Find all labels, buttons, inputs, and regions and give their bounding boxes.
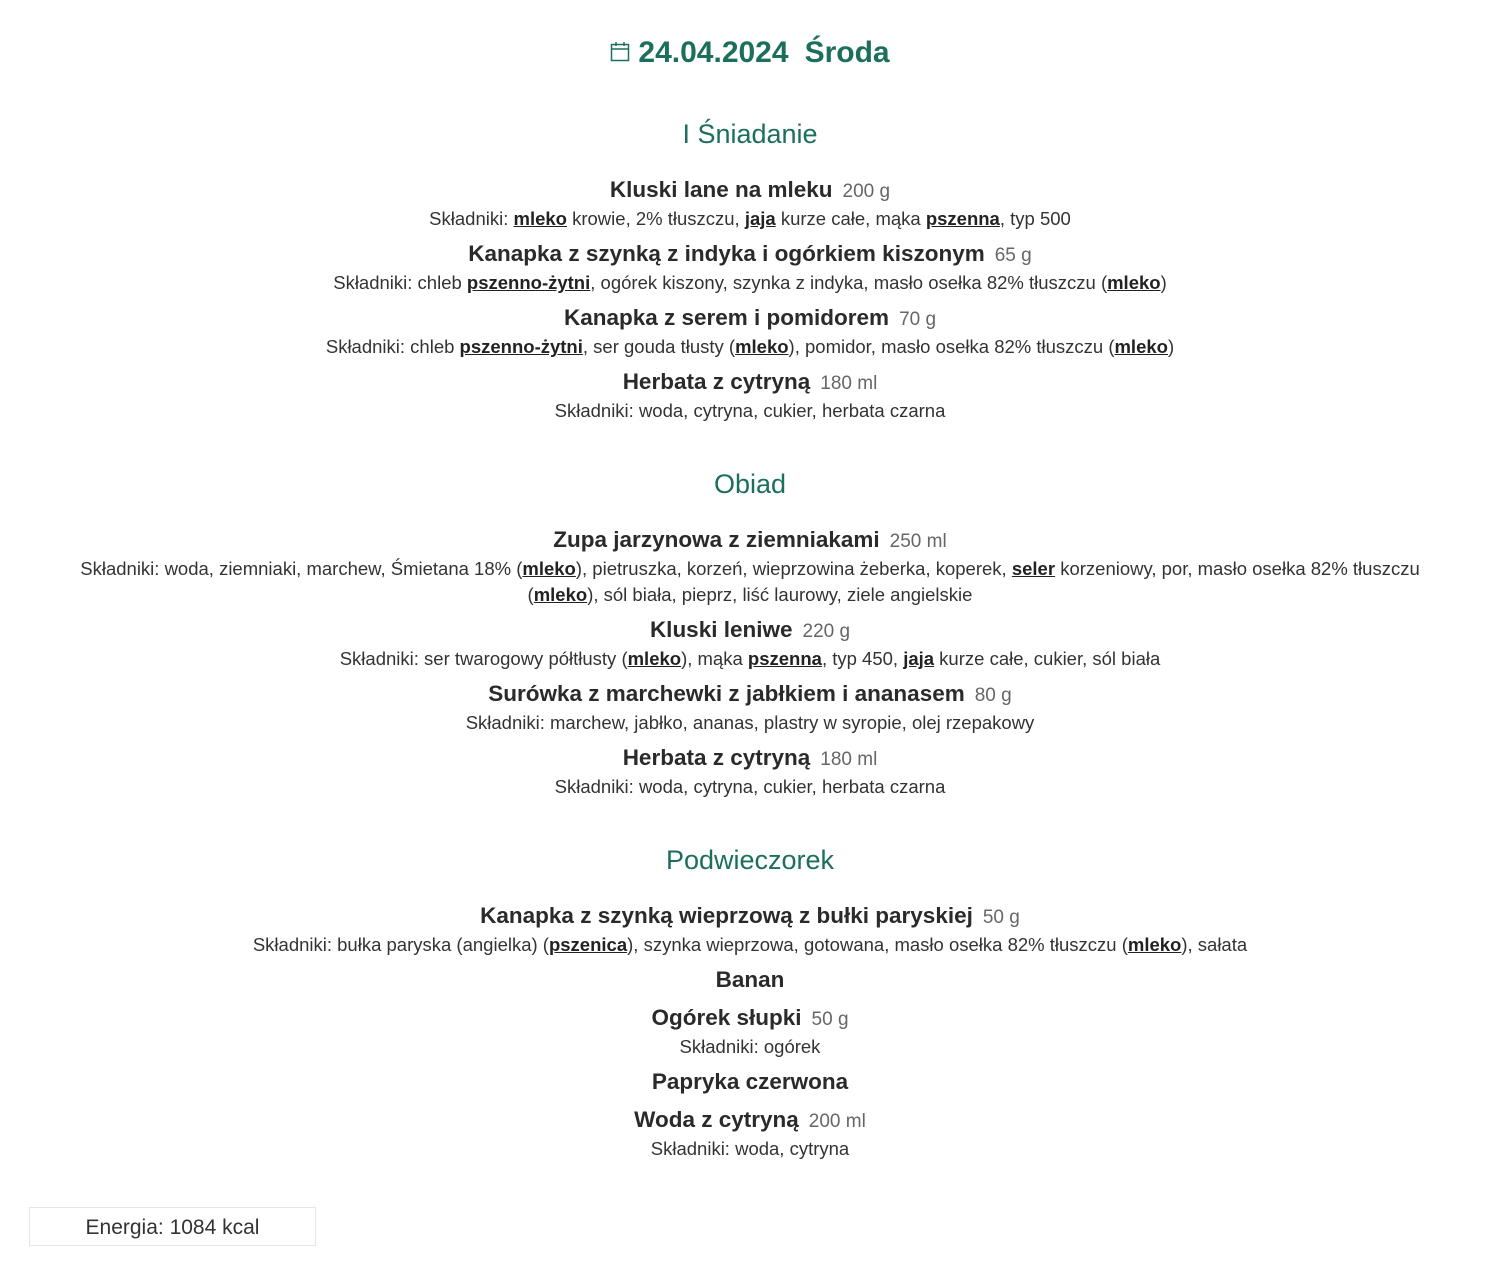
- ingredient-text: Składniki:: [429, 208, 514, 229]
- dish-item: [55, 964, 1445, 996]
- allergen-ingredient: seler: [1011, 558, 1056, 579]
- dish-ingredients: [55, 1136, 1445, 1162]
- dish-ingredients: [55, 774, 1445, 800]
- dish-ingredients: [55, 556, 1445, 608]
- dish-ingredients: [55, 334, 1445, 360]
- allergen-ingredient: mleko: [627, 648, 682, 669]
- ingredient-text: ), mąka: [681, 648, 748, 669]
- ingredient-text: Składniki: woda, cytryna, cukier, herbata czarna: [554, 776, 946, 797]
- dish-quantity: 65 g: [994, 245, 1032, 266]
- dish-quantity: 200 ml: [808, 1111, 866, 1132]
- ingredient-text: kurze całe, mąka: [775, 208, 926, 229]
- dish-item: [55, 1002, 1445, 1060]
- ingredient-text: Składniki: woda, cytryna: [650, 1138, 850, 1159]
- ingredient-text: korzeniowy, por, masło osełka 82% tłuszczu (: [527, 558, 1420, 605]
- meal-section: [55, 464, 1445, 800]
- ingredient-text: Składniki: chleb: [325, 336, 460, 357]
- meal-section-title: Obiad: [713, 469, 787, 499]
- dish-header: [55, 1104, 1445, 1136]
- dish-item: [55, 524, 1445, 608]
- ingredient-text: Składniki: chleb: [333, 272, 467, 293]
- dish-header: [55, 174, 1445, 206]
- dish-name: Herbata z cytryną: [622, 369, 811, 394]
- allergen-ingredient: mleko: [1127, 934, 1182, 955]
- dish-quantity: 70 g: [899, 309, 937, 330]
- dish-item: [55, 238, 1445, 296]
- dish-item: [55, 900, 1445, 958]
- dish-name: Kanapka z szynką wieprzową z bułki paryskiej: [480, 903, 973, 928]
- dish-header: [55, 678, 1445, 710]
- meal-section-title: I Śniadanie: [682, 119, 818, 149]
- dish-name: Ogórek słupki: [651, 1005, 802, 1030]
- meal-section: [55, 114, 1445, 424]
- dish-name: Kluski leniwe: [649, 617, 793, 642]
- dish-name: Kluski lane na mleku: [609, 177, 833, 202]
- dish-ingredients: [55, 206, 1445, 232]
- dish-quantity: 200 g: [842, 181, 891, 202]
- dish-quantity: 180 ml: [820, 373, 878, 394]
- ingredient-text: Składniki: ogórek: [679, 1036, 821, 1057]
- ingredient-text: ): [1167, 336, 1175, 357]
- dish-ingredients: [55, 710, 1445, 736]
- ingredient-text: ): [1160, 272, 1167, 293]
- allergen-ingredient: jaja: [903, 648, 935, 669]
- dish-ingredients: [55, 646, 1445, 672]
- allergen-ingredient: jaja: [744, 208, 776, 229]
- dish-ingredients: [55, 932, 1445, 958]
- allergen-ingredient: pszenna: [747, 648, 822, 669]
- ingredient-text: , typ 450,: [821, 648, 904, 669]
- dish-item: [55, 1104, 1445, 1162]
- menu-date: 24.04.2024: [638, 36, 789, 69]
- ingredient-text: Składniki: ser twarogowy półtłusty (: [339, 648, 628, 669]
- ingredient-text: krowie, 2% tłuszczu,: [566, 208, 745, 229]
- dish-header: [55, 614, 1445, 646]
- allergen-ingredient: mleko: [513, 208, 567, 229]
- dish-item: [55, 302, 1445, 360]
- dish-item: [55, 678, 1445, 736]
- dish-header: [55, 302, 1445, 334]
- ingredient-text: , ogórek kiszony, szynka z indyka, masło osełka 82% tłuszczu (: [590, 272, 1108, 293]
- dish-name: Zupa jarzynowa z ziemniakami: [553, 527, 880, 552]
- menu-date-header: [0, 36, 1500, 70]
- dish-quantity: 220 g: [802, 621, 851, 642]
- allergen-ingredient: pszenna: [925, 208, 1000, 229]
- dish-header: [55, 366, 1445, 398]
- dish-header: [55, 238, 1445, 270]
- allergen-ingredient: mleko: [533, 584, 588, 605]
- meal-section-title: Podwieczorek: [665, 845, 835, 875]
- ingredient-text: , ser gouda tłusty (: [582, 336, 736, 357]
- dish-name: Herbata z cytryną: [622, 745, 811, 770]
- dish-ingredients: [55, 398, 1445, 424]
- dish-header: [55, 1066, 1445, 1098]
- dish-name: Kanapka z szynką z indyka i ogórkiem kiszonym: [468, 241, 985, 266]
- dish-quantity: 250 ml: [889, 531, 947, 552]
- dish-header: [55, 524, 1445, 556]
- allergen-ingredient: pszenica: [548, 934, 628, 955]
- dish-ingredients: [55, 270, 1445, 296]
- dish-header: [55, 900, 1445, 932]
- meal-menu: [55, 114, 1445, 1202]
- dish-name: Papryka czerwona: [651, 1069, 849, 1094]
- ingredient-text: Składniki: marchew, jabłko, ananas, plastry w syropie, olej rzepakowy: [465, 712, 1035, 733]
- dish-quantity: 180 ml: [820, 749, 878, 770]
- ingredient-text: ), sałata: [1181, 934, 1248, 955]
- allergen-ingredient: pszenno-żytni: [466, 272, 591, 293]
- dish-name: Banan: [715, 967, 785, 992]
- dish-item: [55, 614, 1445, 672]
- ingredient-text: Składniki: woda, ziemniaki, marchew, Śmietana 18% (: [80, 558, 523, 579]
- dish-header: [55, 1002, 1445, 1034]
- dish-name: Kanapka z serem i pomidorem: [563, 305, 890, 330]
- dish-name: Surówka z marchewki z jabłkiem i ananasem: [488, 681, 965, 706]
- allergen-ingredient: mleko: [1114, 336, 1168, 357]
- meal-section: [55, 840, 1445, 1162]
- calendar-icon: [610, 36, 638, 69]
- dish-quantity: 50 g: [982, 907, 1020, 928]
- allergen-ingredient: pszenno-żytni: [459, 336, 583, 357]
- dish-item: [55, 366, 1445, 424]
- menu-weekday: Środa: [804, 36, 890, 69]
- ingredient-text: kurze całe, cukier, sól biała: [934, 648, 1161, 669]
- dish-item: [55, 1066, 1445, 1098]
- dish-name: Woda z cytryną: [634, 1107, 799, 1132]
- ingredient-text: , typ 500: [999, 208, 1071, 229]
- dish-quantity: 80 g: [974, 685, 1012, 706]
- allergen-ingredient: mleko: [735, 336, 789, 357]
- allergen-ingredient: mleko: [522, 558, 576, 579]
- allergen-ingredient: mleko: [1107, 272, 1161, 293]
- ingredient-text: Składniki: bułka paryska (angielka) (: [252, 934, 549, 955]
- dish-quantity: 50 g: [811, 1009, 849, 1030]
- ingredient-text: ), pietruszka, korzeń, wieprzowina żeberka, koperek,: [575, 558, 1012, 579]
- dish-item: [55, 742, 1445, 800]
- energy-summary: Energia: 1084 kcal: [29, 1207, 316, 1246]
- dish-header: [55, 964, 1445, 996]
- dish-ingredients: [55, 1034, 1445, 1060]
- ingredient-text: Składniki: woda, cytryna, cukier, herbata czarna: [554, 400, 946, 421]
- dish-header: [55, 742, 1445, 774]
- ingredient-text: ), szynka wieprzowa, gotowana, masło osełka 82% tłuszczu (: [627, 934, 1128, 955]
- dish-item: [55, 174, 1445, 232]
- ingredient-text: ), pomidor, masło osełka 82% tłuszczu (: [788, 336, 1115, 357]
- ingredient-text: ), sól biała, pieprz, liść laurowy, ziele angielskie: [587, 584, 973, 605]
